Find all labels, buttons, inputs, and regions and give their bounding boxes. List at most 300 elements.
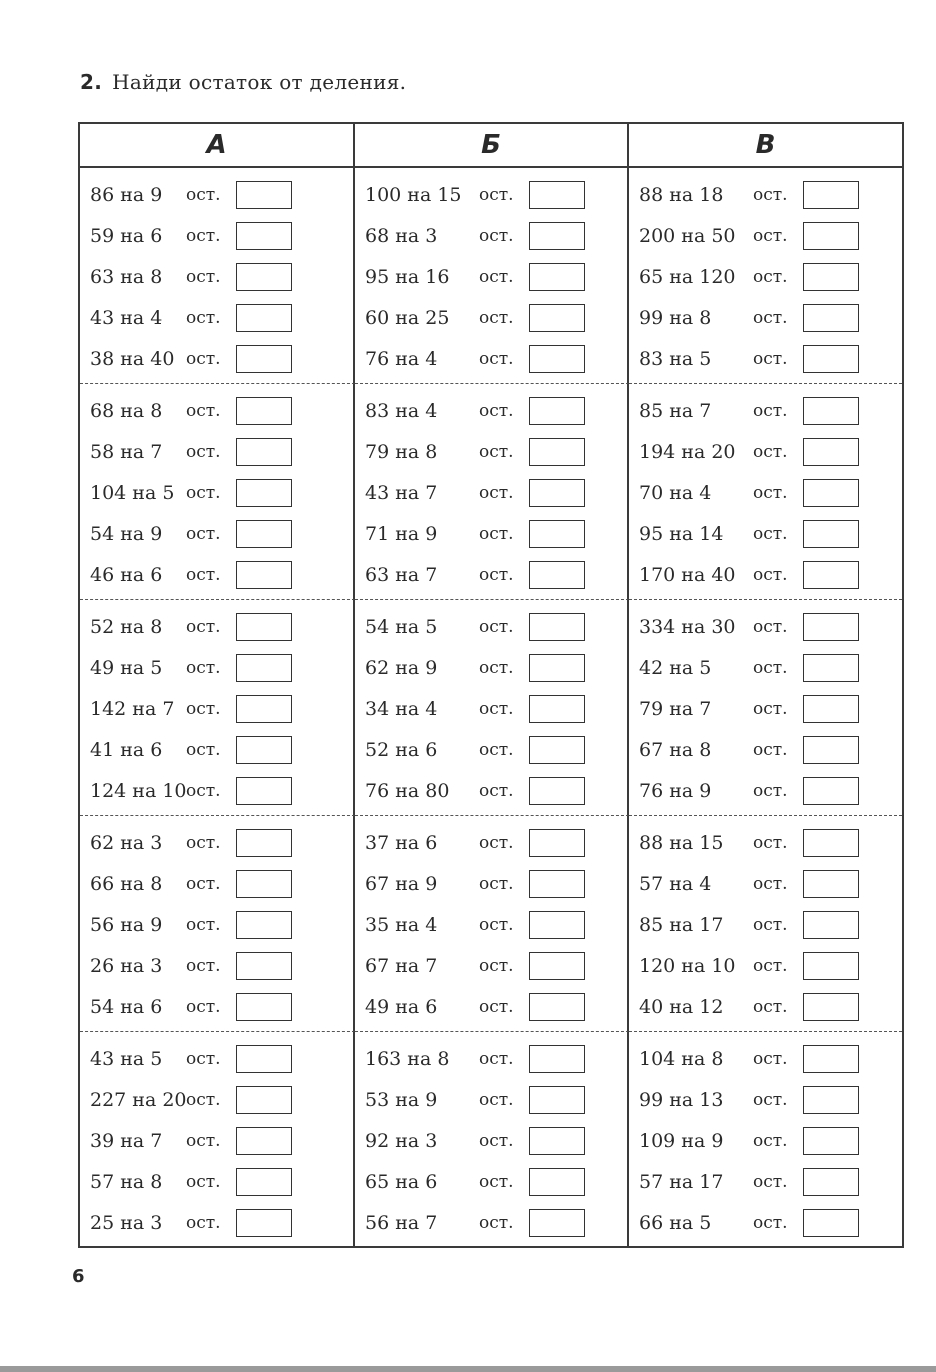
exercise-row	[365, 647, 627, 688]
division-expression: 59 на 6	[90, 224, 163, 247]
division-expression: 109 на 9	[639, 1129, 724, 1152]
exercise-row	[90, 986, 353, 1027]
remainder-label: ост.	[753, 482, 788, 503]
exercise-row	[365, 863, 627, 904]
exercise-row	[90, 174, 353, 215]
remainder-label: ост.	[479, 482, 514, 503]
exercise-row	[90, 688, 353, 729]
remainder-label: ост.	[479, 873, 514, 894]
division-expression: 54 на 5	[365, 615, 438, 638]
exercise-row	[90, 647, 353, 688]
answer-box[interactable]	[529, 1127, 585, 1155]
remainder-label: ост.	[753, 1130, 788, 1151]
remainder-label: ост.	[753, 914, 788, 935]
division-expression: 104 на 8	[639, 1047, 724, 1070]
exercise-row	[639, 431, 902, 472]
exercise-row	[365, 1120, 627, 1161]
exercise-row	[365, 770, 627, 811]
exercise-row	[90, 1120, 353, 1161]
answer-box[interactable]	[236, 397, 292, 425]
exercise-row	[365, 945, 627, 986]
column-header-v: В	[629, 124, 902, 168]
answer-box[interactable]	[236, 870, 292, 898]
answer-box[interactable]	[529, 654, 585, 682]
remainder-label: ост.	[186, 914, 221, 935]
answer-box[interactable]	[803, 695, 859, 723]
answer-box[interactable]	[529, 263, 585, 291]
division-expression: 76 на 80	[365, 779, 450, 802]
exercise-row	[639, 174, 902, 215]
exercise-row	[90, 338, 353, 379]
remainder-label: ост.	[479, 1089, 514, 1110]
answer-box[interactable]	[529, 1168, 585, 1196]
remainder-label: ост.	[479, 400, 514, 421]
block-1-column-a	[80, 168, 355, 384]
remainder-label: ост.	[753, 564, 788, 585]
page-number: 6	[72, 1266, 85, 1287]
remainder-label: ост.	[479, 348, 514, 369]
answer-box[interactable]	[236, 654, 292, 682]
answer-box[interactable]	[236, 777, 292, 805]
division-expression: 52 на 8	[90, 615, 163, 638]
answer-box[interactable]	[236, 613, 292, 641]
remainder-label: ост.	[186, 955, 221, 976]
division-expression: 57 на 17	[639, 1170, 724, 1193]
remainder-label: ост.	[753, 832, 788, 853]
block-1-column-b	[355, 168, 629, 384]
remainder-label: ост.	[753, 225, 788, 246]
remainder-label: ост.	[479, 996, 514, 1017]
answer-box[interactable]	[803, 263, 859, 291]
remainder-label: ост.	[186, 266, 221, 287]
answer-box[interactable]	[803, 870, 859, 898]
answer-box[interactable]	[803, 222, 859, 250]
remainder-label: ост.	[479, 225, 514, 246]
answer-box[interactable]	[529, 438, 585, 466]
answer-box[interactable]	[803, 1168, 859, 1196]
remainder-label: ост.	[753, 739, 788, 760]
answer-box[interactable]	[236, 952, 292, 980]
answer-box[interactable]	[236, 222, 292, 250]
exercise-row	[639, 1120, 902, 1161]
division-expression: 39 на 7	[90, 1129, 163, 1152]
remainder-label: ост.	[479, 832, 514, 853]
division-expression: 334 на 30	[639, 615, 736, 638]
block-5-column-v	[629, 1032, 902, 1247]
answer-box[interactable]	[803, 1086, 859, 1114]
division-expression: 70 на 4	[639, 481, 712, 504]
remainder-label: ост.	[186, 657, 221, 678]
division-expression: 76 на 4	[365, 347, 438, 370]
remainder-label: ост.	[753, 698, 788, 719]
answer-box[interactable]	[236, 1209, 292, 1237]
remainder-label: ост.	[479, 657, 514, 678]
exercise-row	[365, 554, 627, 595]
division-expression: 83 на 5	[639, 347, 712, 370]
remainder-label: ост.	[753, 1171, 788, 1192]
remainder-label: ост.	[186, 523, 221, 544]
answer-box[interactable]	[529, 952, 585, 980]
answer-box[interactable]	[529, 304, 585, 332]
remainder-label: ост.	[753, 441, 788, 462]
division-expression: 38 на 40	[90, 347, 175, 370]
remainder-label: ост.	[186, 698, 221, 719]
exercise-row	[639, 1161, 902, 1202]
remainder-label: ост.	[479, 266, 514, 287]
answer-box[interactable]	[236, 520, 292, 548]
block-3-column-v	[629, 600, 902, 816]
division-expression: 57 на 8	[90, 1170, 163, 1193]
answer-box[interactable]	[803, 181, 859, 209]
answer-box[interactable]	[236, 829, 292, 857]
exercise-row	[639, 513, 902, 554]
exercise-row	[90, 513, 353, 554]
exercise-row	[365, 513, 627, 554]
exercise-row	[90, 606, 353, 647]
division-expression: 26 на 3	[90, 954, 163, 977]
remainder-label: ост.	[479, 307, 514, 328]
remainder-label: ост.	[753, 873, 788, 894]
answer-box[interactable]	[803, 777, 859, 805]
answer-box[interactable]	[803, 736, 859, 764]
remainder-label: ост.	[753, 1089, 788, 1110]
division-expression: 200 на 50	[639, 224, 736, 247]
answer-box[interactable]	[529, 1086, 585, 1114]
answer-box[interactable]	[236, 479, 292, 507]
exercise-row	[365, 1161, 627, 1202]
exercise-row	[365, 338, 627, 379]
answer-box[interactable]	[803, 911, 859, 939]
division-expression: 42 на 5	[639, 656, 712, 679]
division-expression: 65 на 120	[639, 265, 736, 288]
answer-box[interactable]	[803, 1127, 859, 1155]
block-5-column-a	[80, 1032, 355, 1247]
division-expression: 60 на 25	[365, 306, 450, 329]
division-expression: 76 на 9	[639, 779, 712, 802]
answer-box[interactable]	[529, 561, 585, 589]
exercise-row	[365, 1079, 627, 1120]
answer-box[interactable]	[529, 181, 585, 209]
answer-box[interactable]	[529, 1209, 585, 1237]
division-expression: 37 на 6	[365, 831, 438, 854]
remainder-label: ост.	[479, 1130, 514, 1151]
remainder-label: ост.	[479, 914, 514, 935]
exercise-row	[90, 770, 353, 811]
answer-box[interactable]	[236, 345, 292, 373]
remainder-label: ост.	[753, 1048, 788, 1069]
answer-box[interactable]	[236, 304, 292, 332]
block-4-column-v	[629, 816, 902, 1032]
answer-box[interactable]	[529, 613, 585, 641]
remainder-label: ост.	[479, 184, 514, 205]
division-expression: 46 на 6	[90, 563, 163, 586]
exercise-row	[639, 338, 902, 379]
exercise-row	[90, 863, 353, 904]
division-expression: 57 на 4	[639, 872, 712, 895]
division-expression: 99 на 8	[639, 306, 712, 329]
answer-box[interactable]	[236, 1127, 292, 1155]
answer-box[interactable]	[236, 263, 292, 291]
remainder-label: ост.	[753, 307, 788, 328]
exercise-row	[365, 729, 627, 770]
task-title: Найди остаток от деления.	[112, 70, 407, 94]
answer-box[interactable]	[529, 777, 585, 805]
remainder-label: ост.	[479, 739, 514, 760]
exercise-row	[365, 256, 627, 297]
remainder-label: ост.	[186, 996, 221, 1017]
task-number: 2.	[80, 70, 103, 94]
remainder-label: ост.	[479, 1048, 514, 1069]
remainder-label: ост.	[186, 1048, 221, 1069]
exercise-row	[639, 729, 902, 770]
exercise-row	[639, 606, 902, 647]
remainder-label: ост.	[479, 616, 514, 637]
answer-box[interactable]	[236, 1086, 292, 1114]
exercise-row	[639, 1202, 902, 1243]
page-bottom-edge	[0, 1366, 936, 1372]
answer-box[interactable]	[236, 911, 292, 939]
answer-box[interactable]	[236, 695, 292, 723]
remainder-label: ост.	[186, 307, 221, 328]
remainder-label: ост.	[186, 1212, 221, 1233]
division-expression: 92 на 3	[365, 1129, 438, 1152]
remainder-label: ост.	[479, 523, 514, 544]
answer-box[interactable]	[529, 993, 585, 1021]
answer-box[interactable]	[803, 952, 859, 980]
division-expression: 120 на 10	[639, 954, 736, 977]
remainder-label: ост.	[186, 873, 221, 894]
answer-box[interactable]	[529, 1045, 585, 1073]
exercise-row	[639, 472, 902, 513]
exercise-row	[639, 1079, 902, 1120]
exercise-row	[365, 904, 627, 945]
answer-box[interactable]	[236, 993, 292, 1021]
remainder-label: ост.	[186, 441, 221, 462]
division-expression: 100 на 15	[365, 183, 462, 206]
answer-box[interactable]	[803, 829, 859, 857]
answer-box[interactable]	[236, 438, 292, 466]
exercise-row	[639, 770, 902, 811]
division-expression: 227 на 20	[90, 1088, 187, 1111]
answer-box[interactable]	[236, 1168, 292, 1196]
division-expression: 67 на 9	[365, 872, 438, 895]
division-expression: 66 на 8	[90, 872, 163, 895]
exercise-row	[365, 822, 627, 863]
division-expression: 34 на 4	[365, 697, 438, 720]
answer-box[interactable]	[803, 520, 859, 548]
division-expression: 62 на 3	[90, 831, 163, 854]
division-expression: 85 на 7	[639, 399, 712, 422]
answer-box[interactable]	[529, 345, 585, 373]
answer-box[interactable]	[803, 1045, 859, 1073]
division-expression: 43 на 5	[90, 1047, 163, 1070]
remainder-label: ост.	[753, 1212, 788, 1233]
remainder-label: ост.	[753, 616, 788, 637]
answer-box[interactable]	[803, 1209, 859, 1237]
answer-box[interactable]	[236, 561, 292, 589]
exercise-row	[90, 256, 353, 297]
remainder-label: ост.	[186, 348, 221, 369]
exercise-row	[639, 904, 902, 945]
exercise-row	[90, 554, 353, 595]
division-expression: 35 на 4	[365, 913, 438, 936]
division-expression: 83 на 4	[365, 399, 438, 422]
block-2-column-v	[629, 384, 902, 600]
exercise-row	[90, 472, 353, 513]
remainder-label: ост.	[753, 266, 788, 287]
answer-box[interactable]	[529, 520, 585, 548]
answer-box[interactable]	[803, 345, 859, 373]
answer-box[interactable]	[529, 829, 585, 857]
exercise-row	[639, 297, 902, 338]
remainder-label: ост.	[186, 832, 221, 853]
remainder-label: ост.	[186, 482, 221, 503]
remainder-label: ост.	[479, 1212, 514, 1233]
remainder-label: ост.	[479, 780, 514, 801]
answer-box[interactable]	[803, 654, 859, 682]
exercise-row	[90, 431, 353, 472]
division-expression: 41 на 6	[90, 738, 163, 761]
division-expression: 62 на 9	[365, 656, 438, 679]
remainder-label: ост.	[753, 184, 788, 205]
exercise-row	[639, 945, 902, 986]
exercise-row	[90, 1038, 353, 1079]
answer-box[interactable]	[236, 181, 292, 209]
exercise-row	[90, 729, 353, 770]
block-1-column-v	[629, 168, 902, 384]
division-expression: 56 на 7	[365, 1211, 438, 1234]
exercise-table	[78, 122, 904, 1248]
answer-box[interactable]	[529, 695, 585, 723]
block-5-column-b	[355, 1032, 629, 1247]
division-expression: 67 на 7	[365, 954, 438, 977]
answer-box[interactable]	[803, 993, 859, 1021]
remainder-label: ост.	[186, 1130, 221, 1151]
exercise-row	[90, 904, 353, 945]
exercise-row	[365, 215, 627, 256]
exercise-row	[90, 215, 353, 256]
division-expression: 49 на 6	[365, 995, 438, 1018]
remainder-label: ост.	[753, 400, 788, 421]
answer-box[interactable]	[529, 479, 585, 507]
remainder-label: ост.	[186, 400, 221, 421]
remainder-label: ост.	[753, 657, 788, 678]
block-3-column-b	[355, 600, 629, 816]
exercise-row	[639, 822, 902, 863]
division-expression: 40 на 12	[639, 995, 724, 1018]
remainder-label: ост.	[186, 739, 221, 760]
exercise-row	[639, 554, 902, 595]
block-3-column-a	[80, 600, 355, 816]
remainder-label: ост.	[186, 564, 221, 585]
division-expression: 71 на 9	[365, 522, 438, 545]
exercise-row	[90, 822, 353, 863]
exercise-row	[639, 688, 902, 729]
division-expression: 58 на 7	[90, 440, 163, 463]
answer-box[interactable]	[803, 613, 859, 641]
answer-box[interactable]	[529, 736, 585, 764]
exercise-row	[90, 1079, 353, 1120]
answer-box[interactable]	[803, 561, 859, 589]
division-expression: 79 на 7	[639, 697, 712, 720]
division-expression: 53 на 9	[365, 1088, 438, 1111]
block-2-column-b	[355, 384, 629, 600]
division-expression: 65 на 6	[365, 1170, 438, 1193]
remainder-label: ост.	[186, 184, 221, 205]
division-expression: 56 на 9	[90, 913, 163, 936]
remainder-label: ост.	[479, 564, 514, 585]
exercise-row	[365, 986, 627, 1027]
column-header-a: А	[80, 124, 355, 168]
division-expression: 63 на 8	[90, 265, 163, 288]
exercise-row	[365, 297, 627, 338]
remainder-label: ост.	[479, 955, 514, 976]
answer-box[interactable]	[529, 911, 585, 939]
answer-box[interactable]	[803, 438, 859, 466]
answer-box[interactable]	[529, 870, 585, 898]
division-expression: 68 на 8	[90, 399, 163, 422]
remainder-label: ост.	[753, 348, 788, 369]
division-expression: 194 на 20	[639, 440, 736, 463]
remainder-label: ост.	[186, 1089, 221, 1110]
exercise-row	[365, 431, 627, 472]
division-expression: 88 на 15	[639, 831, 724, 854]
remainder-label: ост.	[479, 441, 514, 462]
answer-box[interactable]	[803, 304, 859, 332]
column-header-b: Б	[355, 124, 629, 168]
division-expression: 142 на 7	[90, 697, 175, 720]
answer-box[interactable]	[236, 736, 292, 764]
exercise-row	[639, 1038, 902, 1079]
answer-box[interactable]	[529, 222, 585, 250]
answer-box[interactable]	[803, 479, 859, 507]
exercise-row	[639, 256, 902, 297]
division-expression: 99 на 13	[639, 1088, 724, 1111]
answer-box[interactable]	[236, 1045, 292, 1073]
exercise-row	[365, 1202, 627, 1243]
remainder-label: ост.	[753, 996, 788, 1017]
task-heading	[80, 66, 406, 98]
answer-box[interactable]	[803, 397, 859, 425]
division-expression: 79 на 8	[365, 440, 438, 463]
remainder-label: ост.	[753, 523, 788, 544]
exercise-row	[639, 986, 902, 1027]
division-expression: 95 на 14	[639, 522, 724, 545]
division-expression: 54 на 6	[90, 995, 163, 1018]
exercise-row	[90, 297, 353, 338]
exercise-row	[90, 1202, 353, 1243]
exercise-row	[365, 1038, 627, 1079]
division-expression: 163 на 8	[365, 1047, 450, 1070]
exercise-row	[639, 390, 902, 431]
exercise-row	[639, 215, 902, 256]
division-expression: 170 на 40	[639, 563, 736, 586]
division-expression: 43 на 7	[365, 481, 438, 504]
exercise-row	[365, 688, 627, 729]
exercise-row	[639, 863, 902, 904]
exercise-row	[90, 390, 353, 431]
block-2-column-a	[80, 384, 355, 600]
remainder-label: ост.	[186, 1171, 221, 1192]
division-expression: 43 на 4	[90, 306, 163, 329]
division-expression: 68 на 3	[365, 224, 438, 247]
division-expression: 66 на 5	[639, 1211, 712, 1234]
remainder-label: ост.	[753, 780, 788, 801]
division-expression: 25 на 3	[90, 1211, 163, 1234]
block-4-column-a	[80, 816, 355, 1032]
division-expression: 54 на 9	[90, 522, 163, 545]
answer-box[interactable]	[529, 397, 585, 425]
